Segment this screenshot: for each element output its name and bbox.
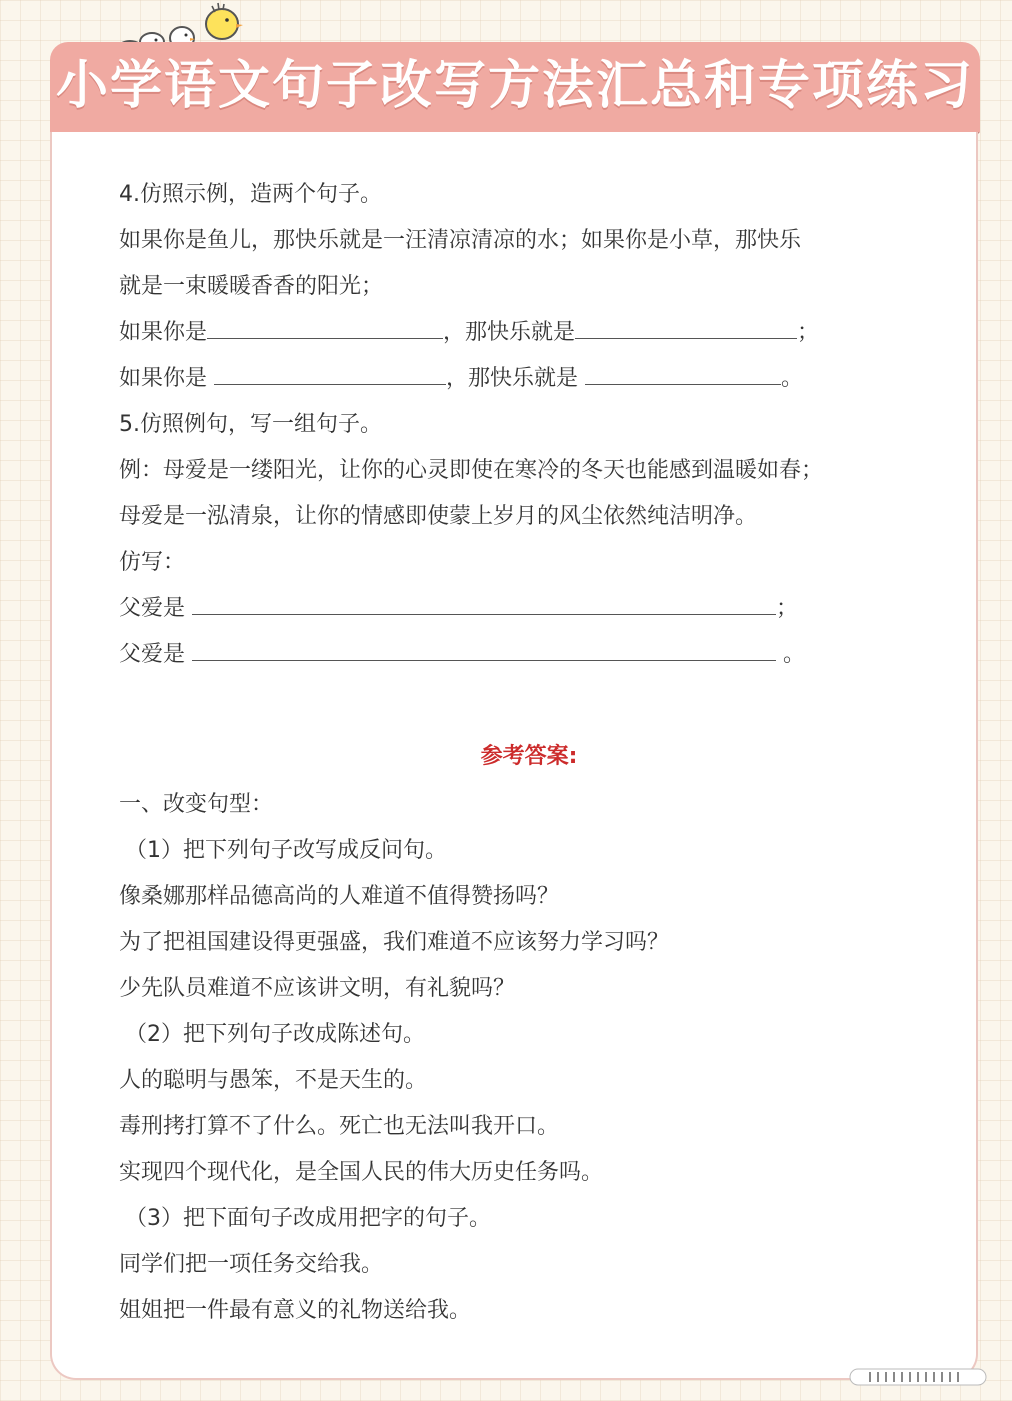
section4-heading: 4.仿照示例，造两个句子。 — [119, 182, 382, 207]
section4-fill-row-1 — [119, 310, 939, 356]
fill-middle: ，那快乐就是 — [443, 320, 576, 345]
answer-line: 像桑娜那样品德高尚的人难道不值得赞扬吗？ — [119, 884, 560, 909]
answer-line: 同学们把一项任务交给我。 — [119, 1252, 384, 1277]
answers-part1: 一、改变句型： — [119, 792, 274, 817]
answers-q1: （1）把下列句子改写成反问句。 — [125, 838, 447, 863]
answer-line: 为了把祖国建设得更强盛，我们难道不应该努力学习吗？ — [119, 930, 670, 955]
section4-example-line2: 就是一束暖暖香香的阳光； — [119, 274, 384, 299]
fill-prefix: 如果你是 — [119, 366, 214, 391]
title-banner — [50, 42, 980, 132]
fill-end: ； — [776, 596, 799, 621]
fill-end: 。 — [776, 642, 805, 667]
section5-example-line2: 母爱是一泓清泉，让你的情感即使蒙上岁月的风尘依然纯洁明净。 — [119, 504, 758, 529]
answer-line: 少先队员难道不应该讲文明，有礼貌吗？ — [119, 976, 516, 1001]
answer-blank[interactable] — [214, 356, 446, 385]
section5-heading: 5.仿照例句，写一组句子。 — [119, 412, 382, 437]
fill-end: 。 — [781, 366, 804, 391]
fill-middle: ，那快乐就是 — [446, 366, 585, 391]
answer-line: 实现四个现代化，是全国人民的伟大历史任务吗。 — [119, 1160, 604, 1185]
fill-end: ； — [797, 320, 820, 345]
answer-blank[interactable] — [207, 310, 443, 339]
spacer — [119, 678, 939, 734]
page-title: 小学语文句子改写方法汇总和专项练习 — [55, 56, 974, 116]
section4-fill-row-2 — [119, 356, 939, 402]
fill-prefix: 父爱是 — [119, 596, 192, 621]
content-card — [50, 132, 978, 1380]
answer-blank[interactable] — [192, 632, 776, 661]
answer-heading: 参考答案: — [480, 744, 578, 769]
section4-example-line1: 如果你是鱼儿，那快乐就是一汪清凉清凉的水；如果你是小草，那快乐 — [119, 228, 802, 253]
fill-prefix: 父爱是 — [119, 642, 192, 667]
answer-blank[interactable] — [575, 310, 797, 339]
scroll-indicator-icon — [848, 1367, 988, 1387]
answer-line: 人的聪明与愚笨，不是天生的。 — [119, 1068, 428, 1093]
fill-prefix: 如果你是 — [119, 320, 208, 345]
answers-q2: （2）把下列句子改成陈述句。 — [125, 1022, 425, 1047]
answers-q3: （3）把下面句子改成用把字的句子。 — [125, 1206, 491, 1231]
section5-fill-row-2 — [119, 632, 939, 678]
section5-imitate-label: 仿写： — [119, 550, 186, 575]
answer-line: 毒刑拷打算不了什么。死亡也无法叫我开口。 — [119, 1114, 560, 1139]
section5-fill-row-1 — [119, 586, 939, 632]
worksheet-content — [119, 172, 939, 1334]
answer-blank[interactable] — [192, 586, 776, 615]
answer-line: 姐姐把一件最有意义的礼物送给我。 — [119, 1298, 472, 1323]
section5-example-line1: 例：母爱是一缕阳光，让你的心灵即使在寒冷的冬天也能感到温暖如春； — [119, 458, 824, 483]
answer-blank[interactable] — [585, 356, 781, 385]
